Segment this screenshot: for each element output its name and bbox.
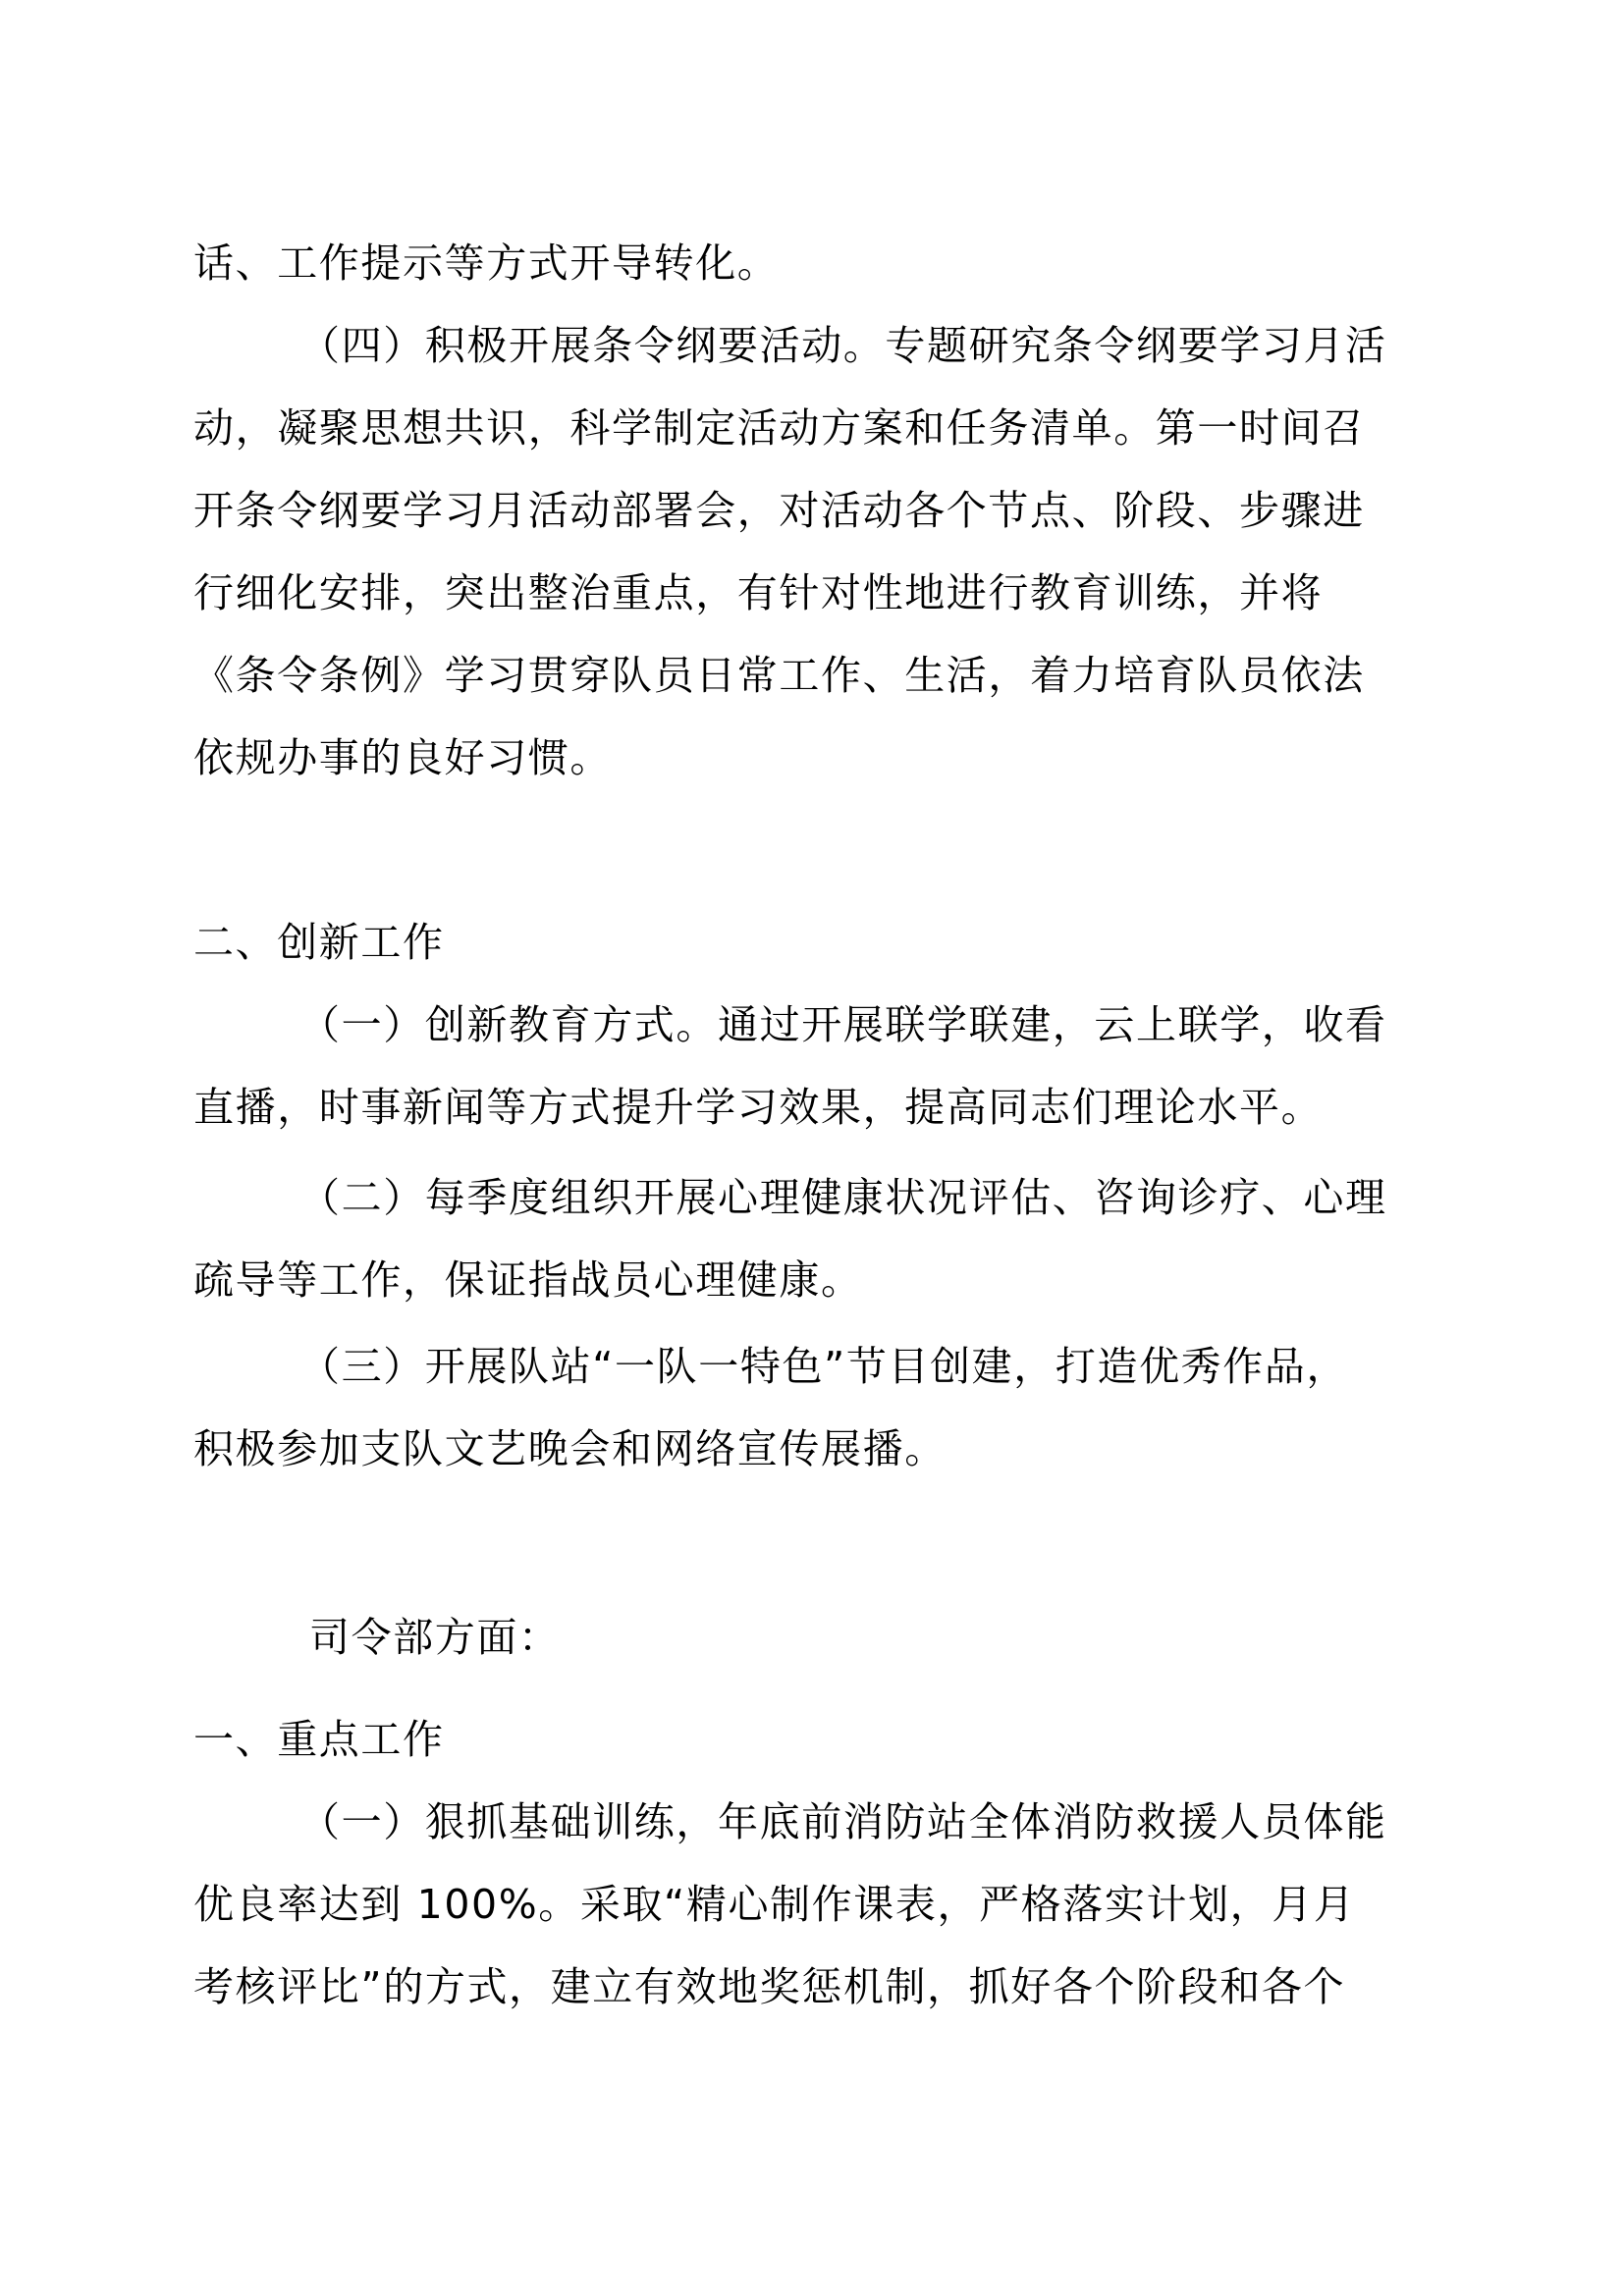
paragraph-start-line: （二）每季度组织开展心理健康状况评估、咨询诊疗、心理: [299, 1174, 1387, 1221]
text-line: 积极参加支队文艺晚会和网络宣传展播。: [193, 1425, 947, 1472]
department-heading: 司令部方面：: [309, 1614, 561, 1661]
section-heading: 二、创新工作: [193, 919, 445, 966]
paragraph-start-line: （一）创新教育方式。通过开展联学联建，云上联学，收看: [299, 1001, 1387, 1048]
text-line: 动，凝聚思想共识，科学制定活动方案和任务清单。第一时间召: [193, 404, 1365, 452]
paragraph-start-line: （三）开展队站“一队一特色”节目创建，打造优秀作品，: [299, 1343, 1349, 1390]
text-line: 直播，时事新闻等方式提升学习效果，提高同志们理论水平。: [193, 1084, 1324, 1131]
text-line: 开条令纲要学习月活动部署会，对活动各个节点、阶段、步骤进: [193, 487, 1365, 534]
text-line: 疏导等工作，保证指战员心理健康。: [193, 1256, 863, 1304]
paragraph-start-line: （四）积极开展条令纲要活动。专题研究条令纲要学习月活: [299, 322, 1387, 369]
text-line: 优良率达到 100%。采取“精心制作课表，严格落实计划，月月: [193, 1881, 1356, 1928]
text-line: 行细化安排，突出整治重点，有针对性地进行教育训练，并将: [193, 569, 1324, 616]
text-line: 《条令条例》学习贯穿队员日常工作、生活，着力培育队员依法: [193, 652, 1365, 699]
paragraph-start-line: （一）狠抓基础训练，年底前消防站全体消防救援人员体能: [299, 1798, 1387, 1845]
section-heading: 一、重点工作: [193, 1716, 445, 1763]
text-line: 考核评比”的方式，建立有效地奖惩机制，抓好各个阶段和各个: [193, 1963, 1346, 2010]
text-line: 依规办事的良好习惯。: [193, 734, 612, 781]
text-line: 话、工作提示等方式开导转化。: [193, 240, 780, 287]
